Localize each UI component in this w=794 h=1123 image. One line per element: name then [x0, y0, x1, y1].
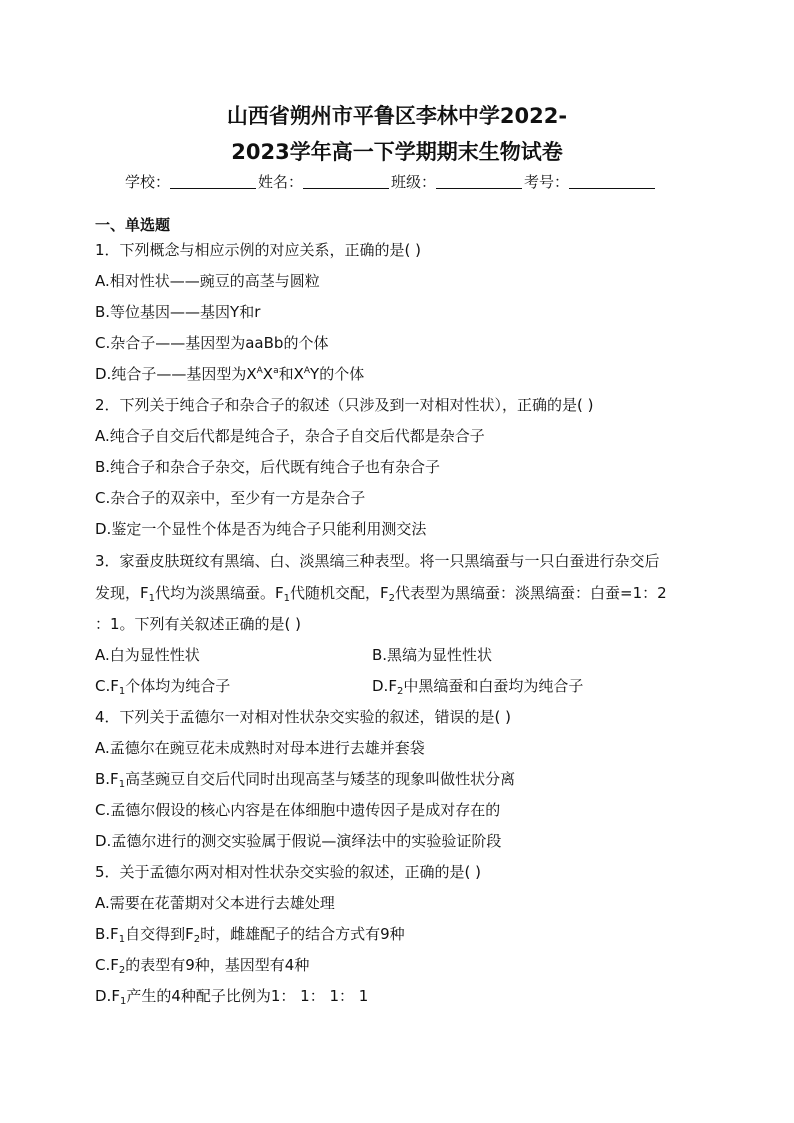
class-label: 班级： — [391, 173, 437, 191]
q1-option-b: B.等位基因——基因Y和r — [95, 303, 261, 321]
q2-option-a: A.纯合子自交后代都是纯合子，杂合子自交后代都是杂合子 — [95, 427, 485, 445]
q3-option-d: $D.F_2$中黑缟蚕和白蚕均为纯合子 — [372, 677, 584, 697]
name-label: 姓名： — [258, 173, 304, 191]
exam-title-line2: 2023学年高一下学期期末生物试卷 — [231, 140, 563, 164]
section-title: 一、单选题 — [95, 216, 171, 234]
q5-option-a: A.需要在花蕾期对父本进行去雄处理 — [95, 894, 335, 912]
exam-title-line1: 山西省朔州市平鲁区李林中学2022- — [226, 104, 568, 128]
q5-option-c: $C.F_2$的表型有9种，基因型有4种 — [95, 956, 310, 976]
exam-no-blank — [569, 174, 655, 189]
q1-option-a: A.相对性状——豌豆的高茎与圆粒 — [95, 272, 320, 290]
school-label: 学校： — [125, 173, 171, 191]
q3-option-b: B.黑缟为显性性状 — [372, 646, 493, 664]
q4-option-c: C.孟德尔假设的核心内容是在体细胞中遗传因子是成对存在的 — [95, 801, 501, 819]
q4-option-d: D.孟德尔进行的测交实验属于假说—演绎法中的实验验证阶段 — [95, 832, 502, 850]
q1-option-c: C.杂合子——基因型为aaBb的个体 — [95, 334, 329, 352]
class-blank — [436, 174, 522, 189]
school-blank — [170, 174, 256, 189]
q4-stem: 4．下列关于孟德尔一对相对性状杂交实验的叙述，错误的是( ) — [95, 708, 512, 726]
student-info-row — [125, 171, 657, 192]
q2-option-d: D.鉴定一个显性个体是否为纯合子只能利用测交法 — [95, 520, 427, 538]
q4-option-b: $B.F_1$高茎豌豆自交后代同时出现高茎与矮茎的现象叫做性状分离 — [95, 770, 516, 790]
q3-stem-line1: 3．家蚕皮肤斑纹有黑缟、白、淡黑缟三种表型。将一只黑缟蚕与一只白蚕进行杂交后 — [95, 552, 660, 570]
q5-stem: 5．关于孟德尔两对相对性状杂交实验的叙述，正确的是( ) — [95, 863, 482, 881]
q1-stem: 1．下列概念与相应示例的对应关系，正确的是( ) — [95, 241, 422, 259]
q4-option-a: A.孟德尔在豌豆花未成熟时对母本进行去雄并套袋 — [95, 739, 425, 757]
q1-option-d: D.纯合子——基因型为$X^AX^a$和$X^AY$的个体 — [95, 365, 365, 383]
name-blank — [303, 174, 389, 189]
q2-option-b: B.纯合子和杂合子杂交，后代既有纯合子也有杂合子 — [95, 458, 441, 476]
q2-stem: 2．下列关于纯合子和杂合子的叙述（只涉及到一对相对性状），正确的是( ) — [95, 396, 594, 414]
q5-option-d: $D.F_1$产生的4种配子比例为1： 1： 1： 1 — [95, 987, 369, 1007]
q3-stem-line3: ：1。下列有关叙述正确的是( ) — [95, 615, 302, 633]
q3-stem-line2: 发现，$F_1$代均为淡黑缟蚕。$F_1$代随机交配，$F_2$代表型为黑缟蚕：淡黑缟蚕：白蚕=1：2 — [95, 584, 667, 604]
q3-option-a: A.白为显性性状 — [95, 646, 200, 664]
q5-option-b: $B.F_1$自交得到$F_2$时，雌雄配子的结合方式有9种 — [95, 925, 405, 945]
q2-option-c: C.杂合子的双亲中，至少有一方是杂合子 — [95, 489, 366, 507]
exam-no-label: 考号： — [524, 173, 570, 191]
q3-option-c: $C.F_1$个体均为纯合子 — [95, 677, 231, 697]
